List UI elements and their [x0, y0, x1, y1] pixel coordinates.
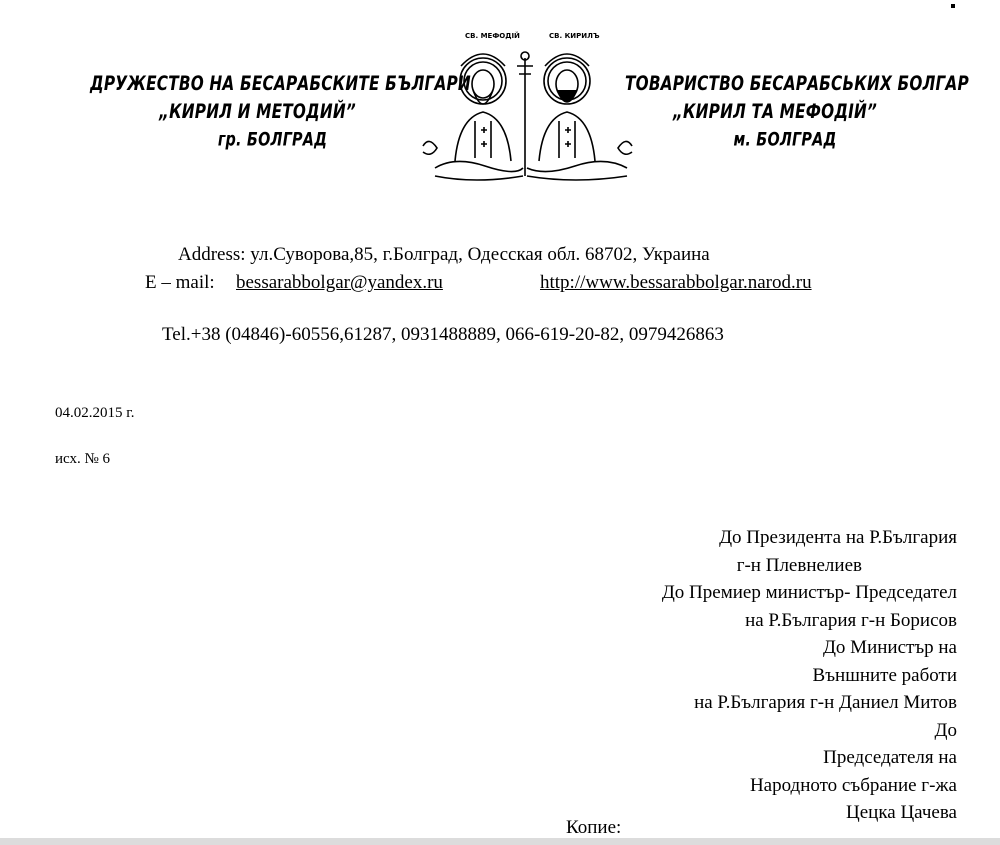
- recipients-block: [662, 524, 957, 827]
- recipient-line: Външните работи: [812, 664, 957, 686]
- recipient-line: Народното събрание г-жа: [749, 774, 957, 796]
- org-city-ukrainian: м. БОЛГРАД: [733, 128, 837, 150]
- recipient-line: на Р.България г-н Даниел Митов: [694, 692, 957, 713]
- recipient-line: на Р.България г-н Борисов: [745, 609, 957, 631]
- recipient-line: До Президента на Р.България: [719, 527, 957, 548]
- phone-line: Tel.+38 (04846)-60556,61287, 0931488889, 066-619-20-82, 0979426863: [162, 324, 724, 345]
- letterhead-right: [625, 71, 969, 154]
- org-subtitle-ukrainian: „КИРИЛ ТА МЕФОДІЙ”: [672, 100, 878, 124]
- org-subtitle-bulgarian: „КИРИЛ И МЕТОДИЙ”: [159, 100, 356, 124]
- email-label: E – mail:: [145, 272, 215, 293]
- address-line: Address: ул.Суворова,85, г.Болград, Одесская обл. 68702, Украина: [178, 244, 710, 265]
- org-name-bulgarian: ДРУЖЕСТВО НА БЕСАРАБСКИТЕ БЪЛГАРИ: [90, 72, 471, 96]
- recipient-line: До Премиер министър- Председател: [661, 582, 957, 603]
- letter-date: 04.02.2015 г.: [55, 405, 135, 421]
- saints-emblem-icon: [415, 26, 640, 186]
- outgoing-reference: исх. № 6: [55, 451, 111, 467]
- recipient-line: Цецка Цачева: [846, 802, 957, 823]
- org-city-bulgarian: гр. БОЛГРАД: [217, 128, 328, 150]
- email-link[interactable]: bessarabbolgar@yandex.ru: [236, 272, 443, 293]
- letterhead-left: [90, 71, 471, 154]
- left-halo-text: СВ. МЕФОДІЙ: [465, 32, 520, 40]
- page-bottom-edge: [0, 838, 1000, 845]
- right-halo-text: СВ. КИРИЛЪ: [549, 32, 600, 40]
- recipient-line: г-н Плевнелиев: [736, 554, 862, 576]
- top-corner-mark: [951, 4, 955, 8]
- copies-label: Копие:: [566, 817, 622, 838]
- org-name-ukrainian: ТОВАРИСТВО БЕСАРАБСЬКИХ БОЛГАР: [625, 72, 969, 96]
- website-link[interactable]: http://www.bessarabbolgar.narod.ru: [540, 272, 812, 293]
- recipient-line: До Министър на: [822, 637, 957, 658]
- recipient-line: Председателя на: [823, 747, 957, 768]
- recipient-line: До: [934, 719, 957, 741]
